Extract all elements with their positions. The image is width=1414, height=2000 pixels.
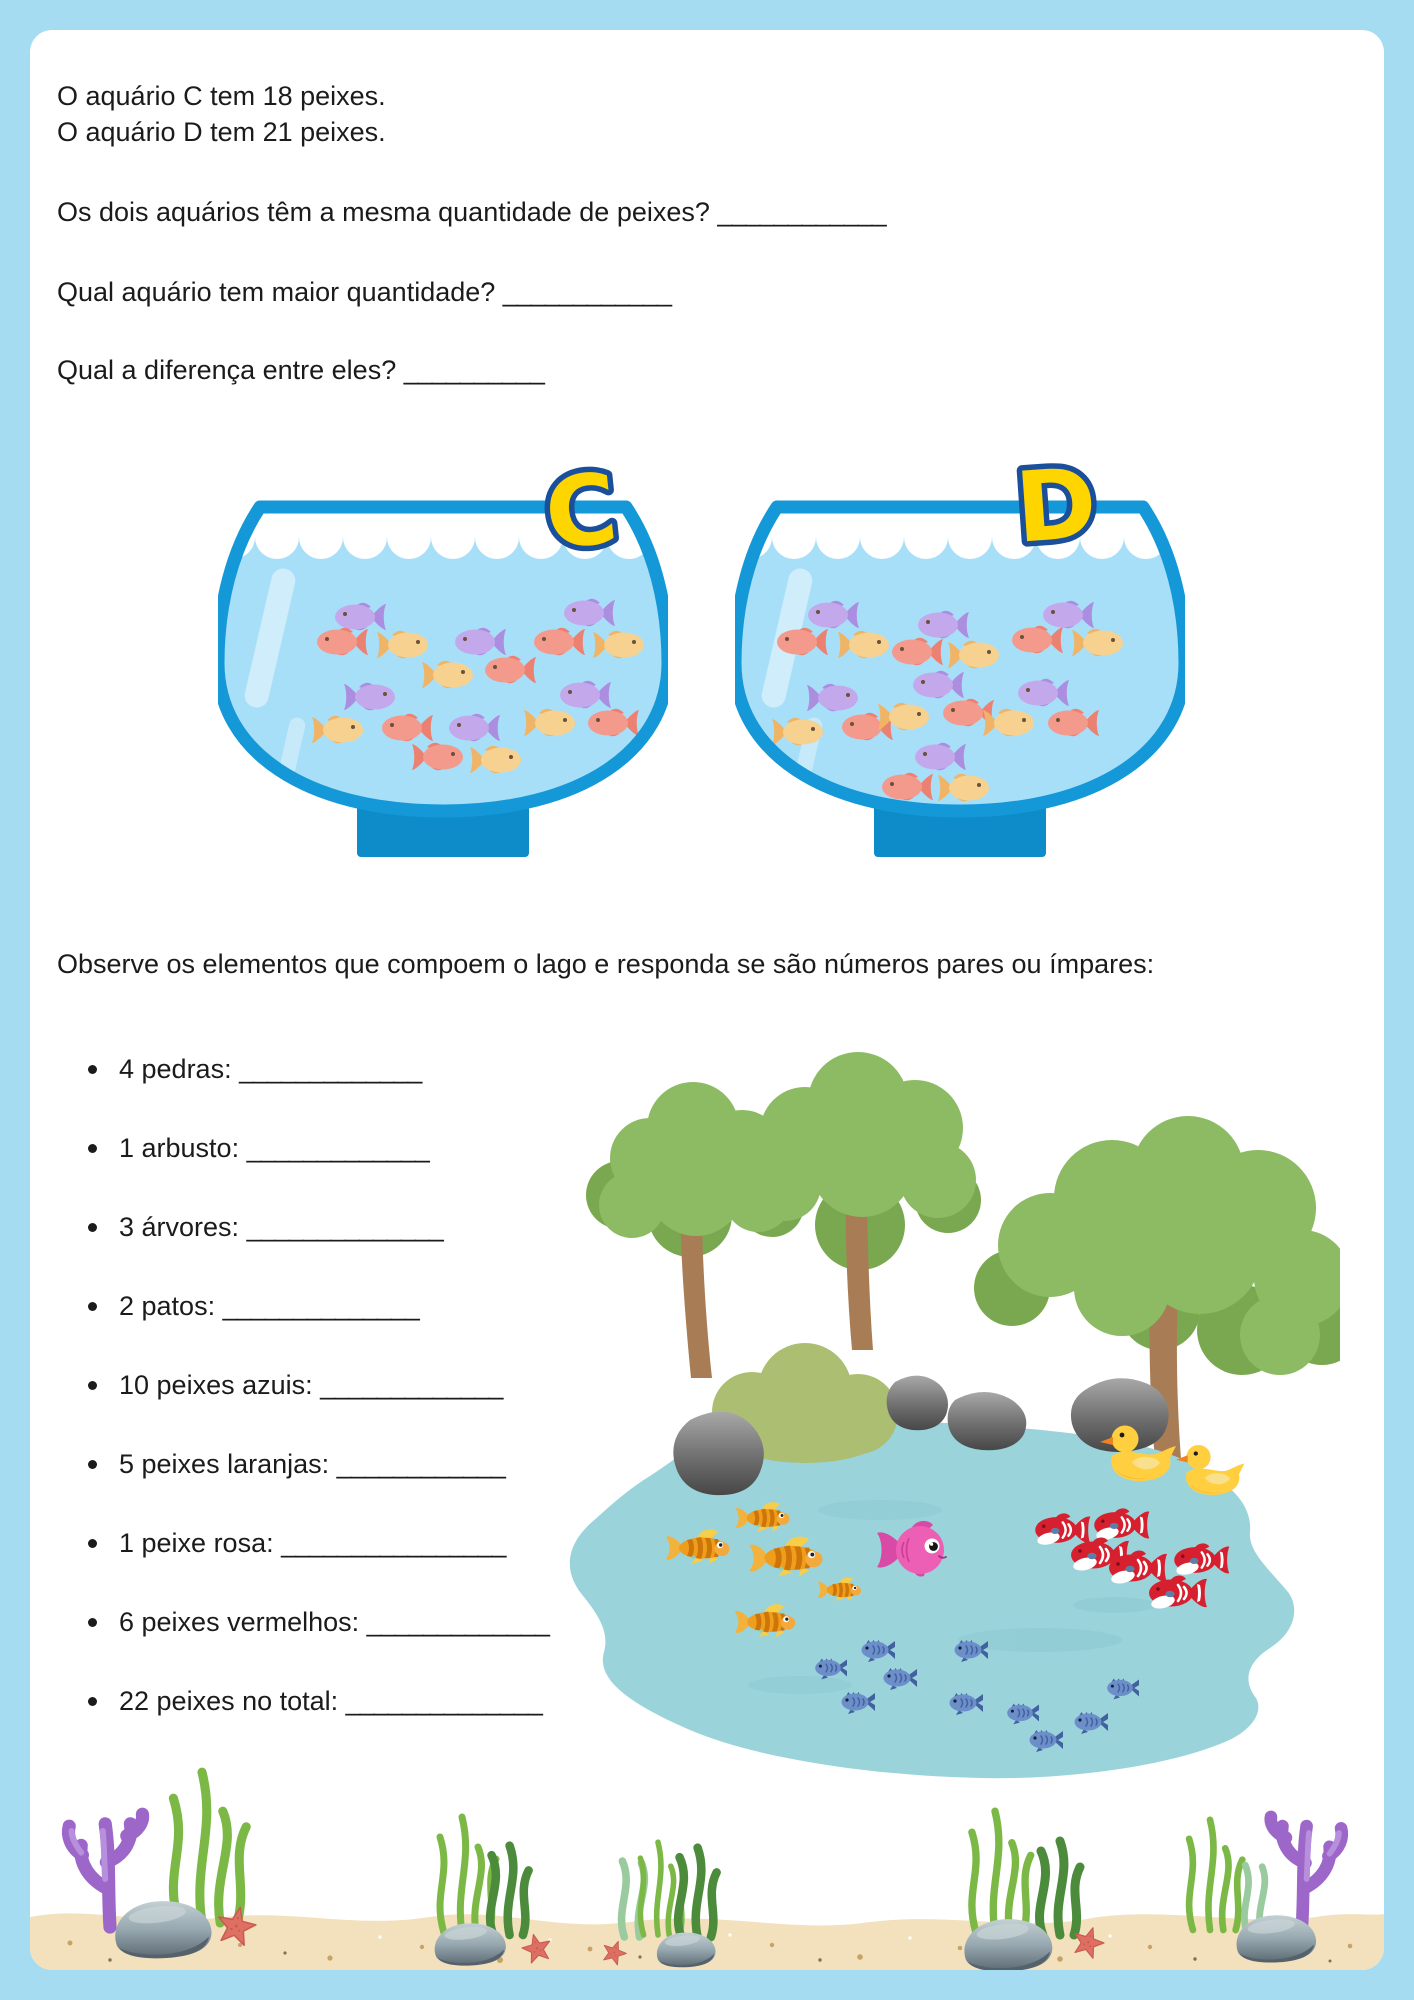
list-item: 1 peixe rosa: ________________ — [88, 1526, 549, 1561]
bullet-dot — [88, 1460, 97, 1469]
seaweed — [1189, 1820, 1242, 1930]
list-item: 2 patos: ______________ — [88, 1289, 549, 1324]
list-item: 5 peixes laranjas: ____________ — [88, 1447, 549, 1482]
answer-blank: ______________ — [345, 1686, 542, 1716]
aquarium-c-label — [510, 439, 653, 582]
svg-text:D: D — [1011, 446, 1101, 565]
list-item: 1 arbusto: _____________ — [88, 1131, 549, 1166]
intro-text — [57, 78, 386, 150]
bullet-dot — [88, 1144, 97, 1153]
answer-blank: _____________ — [239, 1054, 422, 1084]
seabed-decoration — [30, 1765, 1384, 1970]
lake-instruction: Observe os elementos que compoem o lago e responda se são números pares ou ímpares: — [57, 949, 1155, 979]
intro-line-1: O aquário C tem 18 peixes. — [57, 81, 386, 111]
question-greater-quantity: Qual aquário tem maior quantidade? ____________ — [57, 277, 671, 307]
seaweed — [173, 1772, 246, 1923]
aquarium-d-label — [987, 435, 1126, 574]
seaweed — [1040, 1841, 1080, 1935]
answer-blank: _____________ — [366, 1607, 549, 1637]
bullet-dot — [88, 1065, 97, 1074]
answer-blank: ______________ — [246, 1212, 443, 1242]
intro-line-2: O aquário D tem 21 peixes. — [57, 117, 386, 147]
answer-blank: ______________ — [222, 1291, 419, 1321]
svg-text:C: C — [539, 451, 623, 572]
list-item: 22 peixes no total: ______________ — [88, 1684, 549, 1719]
answer-blank: ____________ — [336, 1449, 505, 1479]
bullet-dot — [88, 1302, 97, 1311]
answer-blank: ____________ — [502, 277, 671, 307]
aquarium-d — [735, 446, 1185, 860]
answer-blank: ____________ — [717, 197, 886, 227]
aquarium-c — [218, 451, 668, 860]
bullet-dot — [88, 1223, 97, 1232]
question-difference: Qual a diferença entre eles? __________ — [57, 355, 544, 385]
list-item: 10 peixes azuis: _____________ — [88, 1368, 549, 1403]
answer-blank: ________________ — [281, 1528, 506, 1558]
bullet-dot — [88, 1539, 97, 1548]
worksheet-page — [30, 30, 1384, 1970]
bullet-dot — [88, 1381, 97, 1390]
seabed-rock — [115, 1901, 211, 1958]
list-item: 6 peixes vermelhos: _____________ — [88, 1605, 549, 1640]
answer-blank: _____________ — [320, 1370, 503, 1400]
list-item: 4 pedras: _____________ — [88, 1052, 549, 1087]
answer-blank: __________ — [403, 355, 544, 385]
purple-coral — [1271, 1817, 1342, 1925]
list-item: 3 árvores: ______________ — [88, 1210, 549, 1245]
lake-illustration — [500, 1040, 1340, 1790]
answer-blank: _____________ — [246, 1133, 429, 1163]
parity-checklist — [88, 1052, 549, 1763]
question-same-quantity: Os dois aquários têm a mesma quantidade de peixes? ____________ — [57, 197, 886, 227]
bullet-dot — [88, 1697, 97, 1706]
seaweed — [972, 1811, 1031, 1933]
bullet-dot — [88, 1618, 97, 1627]
